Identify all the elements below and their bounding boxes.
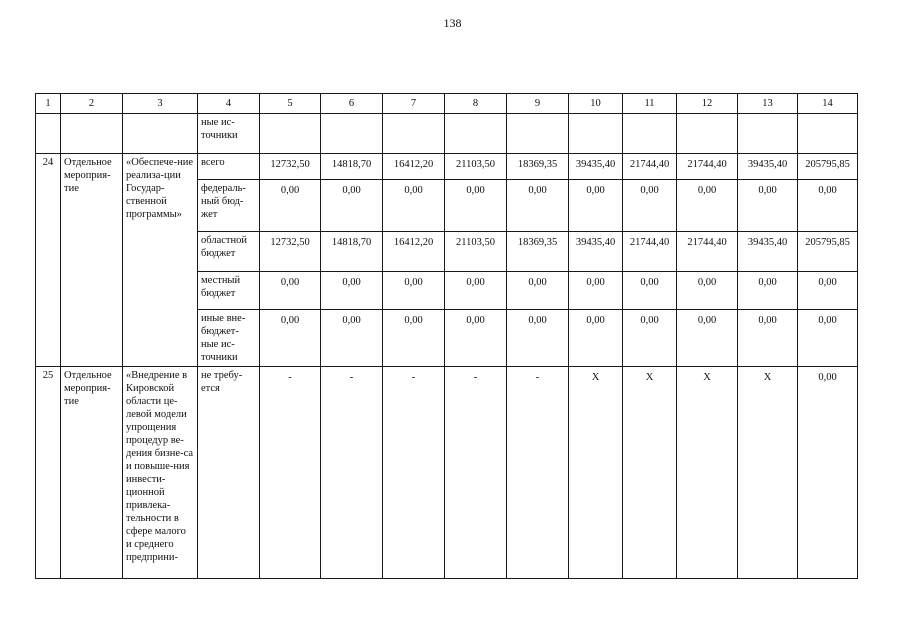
value-cell: 39435,40 xyxy=(738,232,798,272)
value-cell: X xyxy=(677,367,738,579)
value-cell: 21744,40 xyxy=(623,154,677,180)
column-header-11: 11 xyxy=(623,94,677,114)
value-cell: - xyxy=(260,367,321,579)
value-cell: 39435,40 xyxy=(738,154,798,180)
cell xyxy=(383,114,445,154)
source-cell: областной бюджет xyxy=(198,232,260,272)
column-header-4: 4 xyxy=(198,94,260,114)
cell xyxy=(569,114,623,154)
column-header-1: 1 xyxy=(36,94,61,114)
value-cell: 0,00 xyxy=(507,310,569,367)
value-cell: - xyxy=(321,367,383,579)
cell xyxy=(36,114,61,154)
value-cell: 21744,40 xyxy=(677,154,738,180)
value-cell: 0,00 xyxy=(321,180,383,232)
value-cell: 39435,40 xyxy=(569,154,623,180)
column-header-10: 10 xyxy=(569,94,623,114)
value-cell: 0,00 xyxy=(738,272,798,310)
value-cell: 0,00 xyxy=(383,272,445,310)
column-header-5: 5 xyxy=(260,94,321,114)
table-row xyxy=(36,114,858,154)
value-cell: 0,00 xyxy=(260,180,321,232)
value-cell: 0,00 xyxy=(798,367,858,579)
value-cell: 0,00 xyxy=(569,180,623,232)
value-cell: 0,00 xyxy=(507,180,569,232)
value-cell: 0,00 xyxy=(445,310,507,367)
value-cell: 0,00 xyxy=(507,272,569,310)
value-cell: 0,00 xyxy=(260,310,321,367)
column-header-14: 14 xyxy=(798,94,858,114)
value-cell: 0,00 xyxy=(445,180,507,232)
source-cell: федераль-ный бюд-жет xyxy=(198,180,260,232)
value-cell: 0,00 xyxy=(677,180,738,232)
value-cell: 0,00 xyxy=(383,310,445,367)
budget-table xyxy=(35,93,858,579)
column-header-2: 2 xyxy=(61,94,123,114)
value-cell: 0,00 xyxy=(798,180,858,232)
column-header-7: 7 xyxy=(383,94,445,114)
source-cell: иные вне-бюджет-ные ис-точники xyxy=(198,310,260,367)
value-cell: - xyxy=(445,367,507,579)
column-header-8: 8 xyxy=(445,94,507,114)
value-cell: 0,00 xyxy=(321,310,383,367)
header-row xyxy=(36,94,858,114)
cell xyxy=(677,114,738,154)
cell xyxy=(738,114,798,154)
value-cell: 12732,50 xyxy=(260,232,321,272)
source-cell: всего xyxy=(198,154,260,180)
value-cell: 0,00 xyxy=(798,272,858,310)
value-cell: 0,00 xyxy=(798,310,858,367)
cell xyxy=(260,114,321,154)
measure-name: «Внедрение в Кировской области це-левой модели упрощения процедур ве-дения бизне-са и повыше-ния инвести-ционной привлека-тельности в сфере малого и среднего предприни- xyxy=(123,367,198,579)
value-cell: 0,00 xyxy=(738,310,798,367)
value-cell: 16412,20 xyxy=(383,154,445,180)
source-cell: местный бюджет xyxy=(198,272,260,310)
cell xyxy=(321,114,383,154)
value-cell: 0,00 xyxy=(623,180,677,232)
cell xyxy=(798,114,858,154)
page-number: 138 xyxy=(443,16,462,30)
measure-type: Отдельное мероприя-тие xyxy=(61,367,123,579)
value-cell: X xyxy=(623,367,677,579)
value-cell: 21744,40 xyxy=(677,232,738,272)
cell xyxy=(445,114,507,154)
row-number: 24 xyxy=(36,154,61,367)
column-header-13: 13 xyxy=(738,94,798,114)
cell xyxy=(623,114,677,154)
value-cell: 14818,70 xyxy=(321,154,383,180)
value-cell: 205795,85 xyxy=(798,232,858,272)
source-cell: ные ис-точники xyxy=(198,114,260,154)
table-row xyxy=(36,154,858,180)
column-header-3: 3 xyxy=(123,94,198,114)
value-cell: 0,00 xyxy=(321,272,383,310)
value-cell: 0,00 xyxy=(623,310,677,367)
value-cell: 0,00 xyxy=(677,310,738,367)
column-header-6: 6 xyxy=(321,94,383,114)
column-header-12: 12 xyxy=(677,94,738,114)
value-cell: 16412,20 xyxy=(383,232,445,272)
value-cell: 0,00 xyxy=(569,310,623,367)
value-cell: X xyxy=(569,367,623,579)
measure-type: Отдельное мероприя-тие xyxy=(61,154,123,367)
value-cell: 39435,40 xyxy=(569,232,623,272)
source-cell: не требу-ется xyxy=(198,367,260,579)
value-cell: 0,00 xyxy=(260,272,321,310)
cell xyxy=(61,114,123,154)
cell xyxy=(123,114,198,154)
value-cell: 205795,85 xyxy=(798,154,858,180)
value-cell: 21744,40 xyxy=(623,232,677,272)
value-cell: 12732,50 xyxy=(260,154,321,180)
value-cell: 18369,35 xyxy=(507,154,569,180)
value-cell: 0,00 xyxy=(569,272,623,310)
value-cell: 21103,50 xyxy=(445,154,507,180)
table-body xyxy=(36,94,858,579)
value-cell: 0,00 xyxy=(383,180,445,232)
row-number: 25 xyxy=(36,367,61,579)
cell xyxy=(507,114,569,154)
value-cell: - xyxy=(383,367,445,579)
value-cell: X xyxy=(738,367,798,579)
value-cell: 0,00 xyxy=(677,272,738,310)
table-row xyxy=(36,367,858,579)
value-cell: 14818,70 xyxy=(321,232,383,272)
value-cell: 18369,35 xyxy=(507,232,569,272)
measure-name: «Обеспече-ние реализа-ции Государ-ственной программы» xyxy=(123,154,198,367)
value-cell: 0,00 xyxy=(738,180,798,232)
value-cell: 21103,50 xyxy=(445,232,507,272)
column-header-9: 9 xyxy=(507,94,569,114)
value-cell: 0,00 xyxy=(445,272,507,310)
value-cell: - xyxy=(507,367,569,579)
value-cell: 0,00 xyxy=(623,272,677,310)
